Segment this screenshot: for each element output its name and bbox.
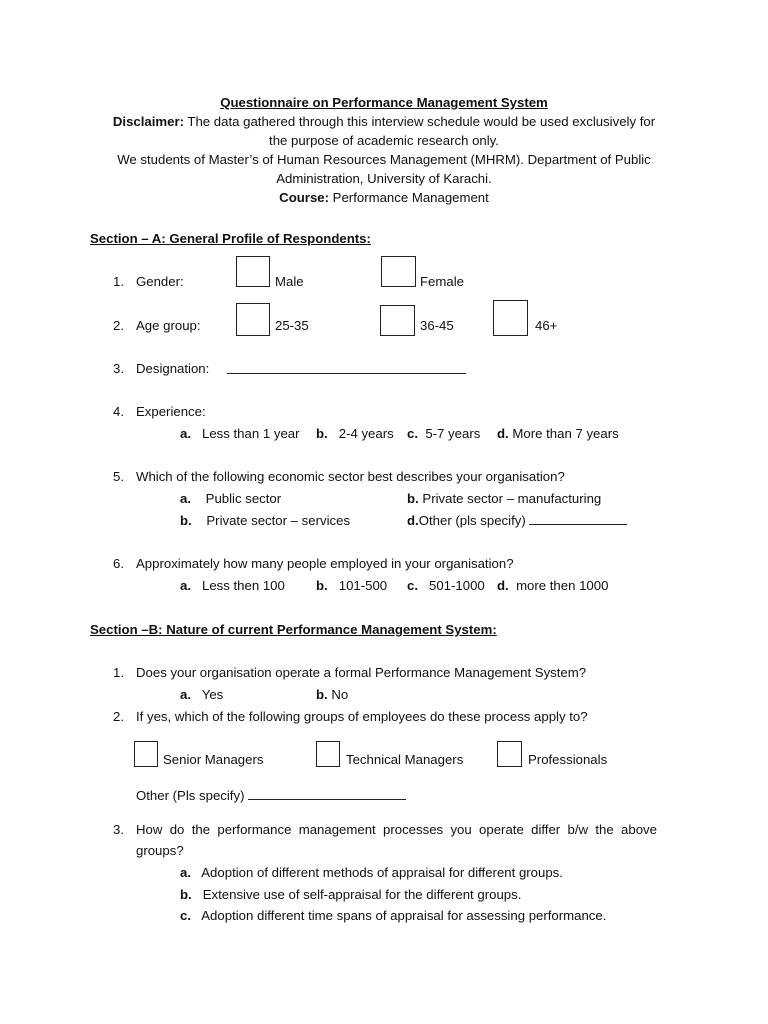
option-label: 5-7 years xyxy=(425,426,481,441)
option-age-46-plus: 46+ xyxy=(535,318,558,333)
option-age-25-35: 25-35 xyxy=(275,318,309,333)
question-number: 6. xyxy=(113,556,124,571)
employees-option-b[interactable] xyxy=(316,578,387,593)
option-label: 2-4 years xyxy=(338,426,394,441)
groups-other-label: Other (Pls specify) xyxy=(136,788,245,803)
option-label: more then 1000 xyxy=(516,578,609,593)
question-number: 4. xyxy=(113,404,124,419)
option-letter: d. xyxy=(497,578,509,593)
option-letter: b. xyxy=(180,887,192,902)
experience-option-b[interactable] xyxy=(316,426,394,441)
section-a-heading: Section – A: General Profile of Respondents: xyxy=(90,231,371,246)
sector-option-public[interactable] xyxy=(180,491,281,506)
employees-option-c[interactable] xyxy=(407,578,485,593)
checkbox-age-46-plus[interactable] xyxy=(493,300,528,336)
option-label: Public sector xyxy=(205,491,282,506)
checkbox-female[interactable] xyxy=(381,256,416,287)
question-employee-groups: If yes, which of the following groups of employees do these process apply to? xyxy=(136,709,588,724)
option-label: Less than 1 year xyxy=(202,426,300,441)
formal-pms-option-no[interactable] xyxy=(316,687,348,702)
option-label: Less then 100 xyxy=(202,578,285,593)
option-label: Extensive use of self-appraisal for the different groups. xyxy=(202,887,522,902)
checkbox-professionals[interactable] xyxy=(497,741,522,767)
checkbox-male[interactable] xyxy=(236,256,270,287)
disclaimer-label: Disclaimer: xyxy=(112,114,184,129)
checkbox-senior-managers[interactable] xyxy=(134,741,158,767)
question-number: 5. xyxy=(113,469,124,484)
option-senior-managers: Senior Managers xyxy=(163,752,264,767)
question-gender: Gender: xyxy=(136,274,184,289)
employees-option-d[interactable] xyxy=(497,578,608,593)
course-value: Performance Management xyxy=(332,190,489,205)
option-label: 501-1000 xyxy=(429,578,485,593)
option-letter: a. xyxy=(180,687,191,702)
groups-other-line xyxy=(136,788,406,803)
question-processes-differ: How do the performance management processes you operate differ b/w the above xyxy=(136,822,657,837)
question-number: 1. xyxy=(113,665,124,680)
question-formal-pms: Does your organisation operate a formal Performance Management System? xyxy=(136,665,587,680)
question-processes-differ-cont: groups? xyxy=(136,843,184,858)
option-label: Adoption different time spans of appraisal for assessing performance. xyxy=(201,908,607,923)
option-label: No xyxy=(331,687,349,702)
sector-option-other[interactable] xyxy=(407,513,627,528)
disclaimer-line-2: the purpose of academic research only. xyxy=(269,133,499,148)
course-line xyxy=(0,190,768,205)
employees-option-a[interactable] xyxy=(180,578,285,593)
option-letter: d. xyxy=(407,513,419,528)
question-designation: Designation: xyxy=(136,361,210,376)
question-number: 3. xyxy=(113,822,124,837)
option-label: Private sector – manufacturing xyxy=(422,491,602,506)
option-male: Male xyxy=(275,274,304,289)
option-label: Adoption of different methods of appraisal for different groups. xyxy=(201,865,563,880)
groups-other-blank[interactable] xyxy=(248,788,406,800)
question-number: 1. xyxy=(113,274,124,289)
option-letter: c. xyxy=(180,908,191,923)
option-technical-managers: Technical Managers xyxy=(346,752,464,767)
differ-option-b[interactable] xyxy=(180,887,521,902)
intro-line-2: Administration, University of Karachi. xyxy=(276,171,492,186)
experience-option-d[interactable] xyxy=(497,426,619,441)
question-employees: Approximately how many people employed in your organisation? xyxy=(136,556,514,571)
course-label: Course: xyxy=(279,190,329,205)
differ-option-a[interactable] xyxy=(180,865,563,880)
option-letter: c. xyxy=(407,578,418,593)
option-letter: a. xyxy=(180,426,191,441)
option-professionals: Professionals xyxy=(528,752,608,767)
intro-line-1: We students of Master’s of Human Resources Management (MHRM). Department of Public xyxy=(117,152,651,167)
differ-option-c[interactable] xyxy=(180,908,606,923)
question-number: 2. xyxy=(113,709,124,724)
question-age-group: Age group: xyxy=(136,318,201,333)
designation-blank[interactable] xyxy=(227,362,466,374)
option-letter: d. xyxy=(497,426,509,441)
option-female: Female xyxy=(420,274,464,289)
formal-pms-option-yes[interactable] xyxy=(180,687,223,702)
option-letter: b. xyxy=(407,491,419,506)
question-number: 2. xyxy=(113,318,124,333)
disclaimer-text-1: The data gathered through this interview schedule would be used exclusively for xyxy=(187,114,656,129)
option-label: Yes xyxy=(201,687,224,702)
option-letter: a. xyxy=(180,578,191,593)
section-b-heading: Section –B: Nature of current Performance Management System: xyxy=(90,622,497,637)
option-age-36-45: 36-45 xyxy=(420,318,454,333)
disclaimer-line-1 xyxy=(0,114,768,129)
option-letter: a. xyxy=(180,491,191,506)
experience-option-c[interactable] xyxy=(407,426,480,441)
option-letter: c. xyxy=(407,426,418,441)
checkbox-age-25-35[interactable] xyxy=(236,303,270,336)
option-label: 101-500 xyxy=(338,578,388,593)
question-sector: Which of the following economic sector best describes your organisation? xyxy=(136,469,565,484)
option-letter: b. xyxy=(316,578,328,593)
option-label: Private sector – services xyxy=(206,513,351,528)
option-letter: b. xyxy=(180,513,192,528)
page-title: Questionnaire on Performance Management System xyxy=(220,95,548,110)
sector-option-services[interactable] xyxy=(180,513,350,528)
option-label: More than 7 years xyxy=(512,426,619,441)
option-letter: b. xyxy=(316,687,328,702)
sector-option-manufacturing[interactable] xyxy=(407,491,601,506)
question-experience: Experience: xyxy=(136,404,206,419)
sector-other-blank[interactable] xyxy=(529,513,627,525)
experience-option-a[interactable] xyxy=(180,426,300,441)
checkbox-age-36-45[interactable] xyxy=(380,305,415,336)
option-letter: a. xyxy=(180,865,191,880)
checkbox-technical-managers[interactable] xyxy=(316,741,340,767)
option-letter: b. xyxy=(316,426,328,441)
question-number: 3. xyxy=(113,361,124,376)
option-label: Other (pls specify) xyxy=(418,513,526,528)
